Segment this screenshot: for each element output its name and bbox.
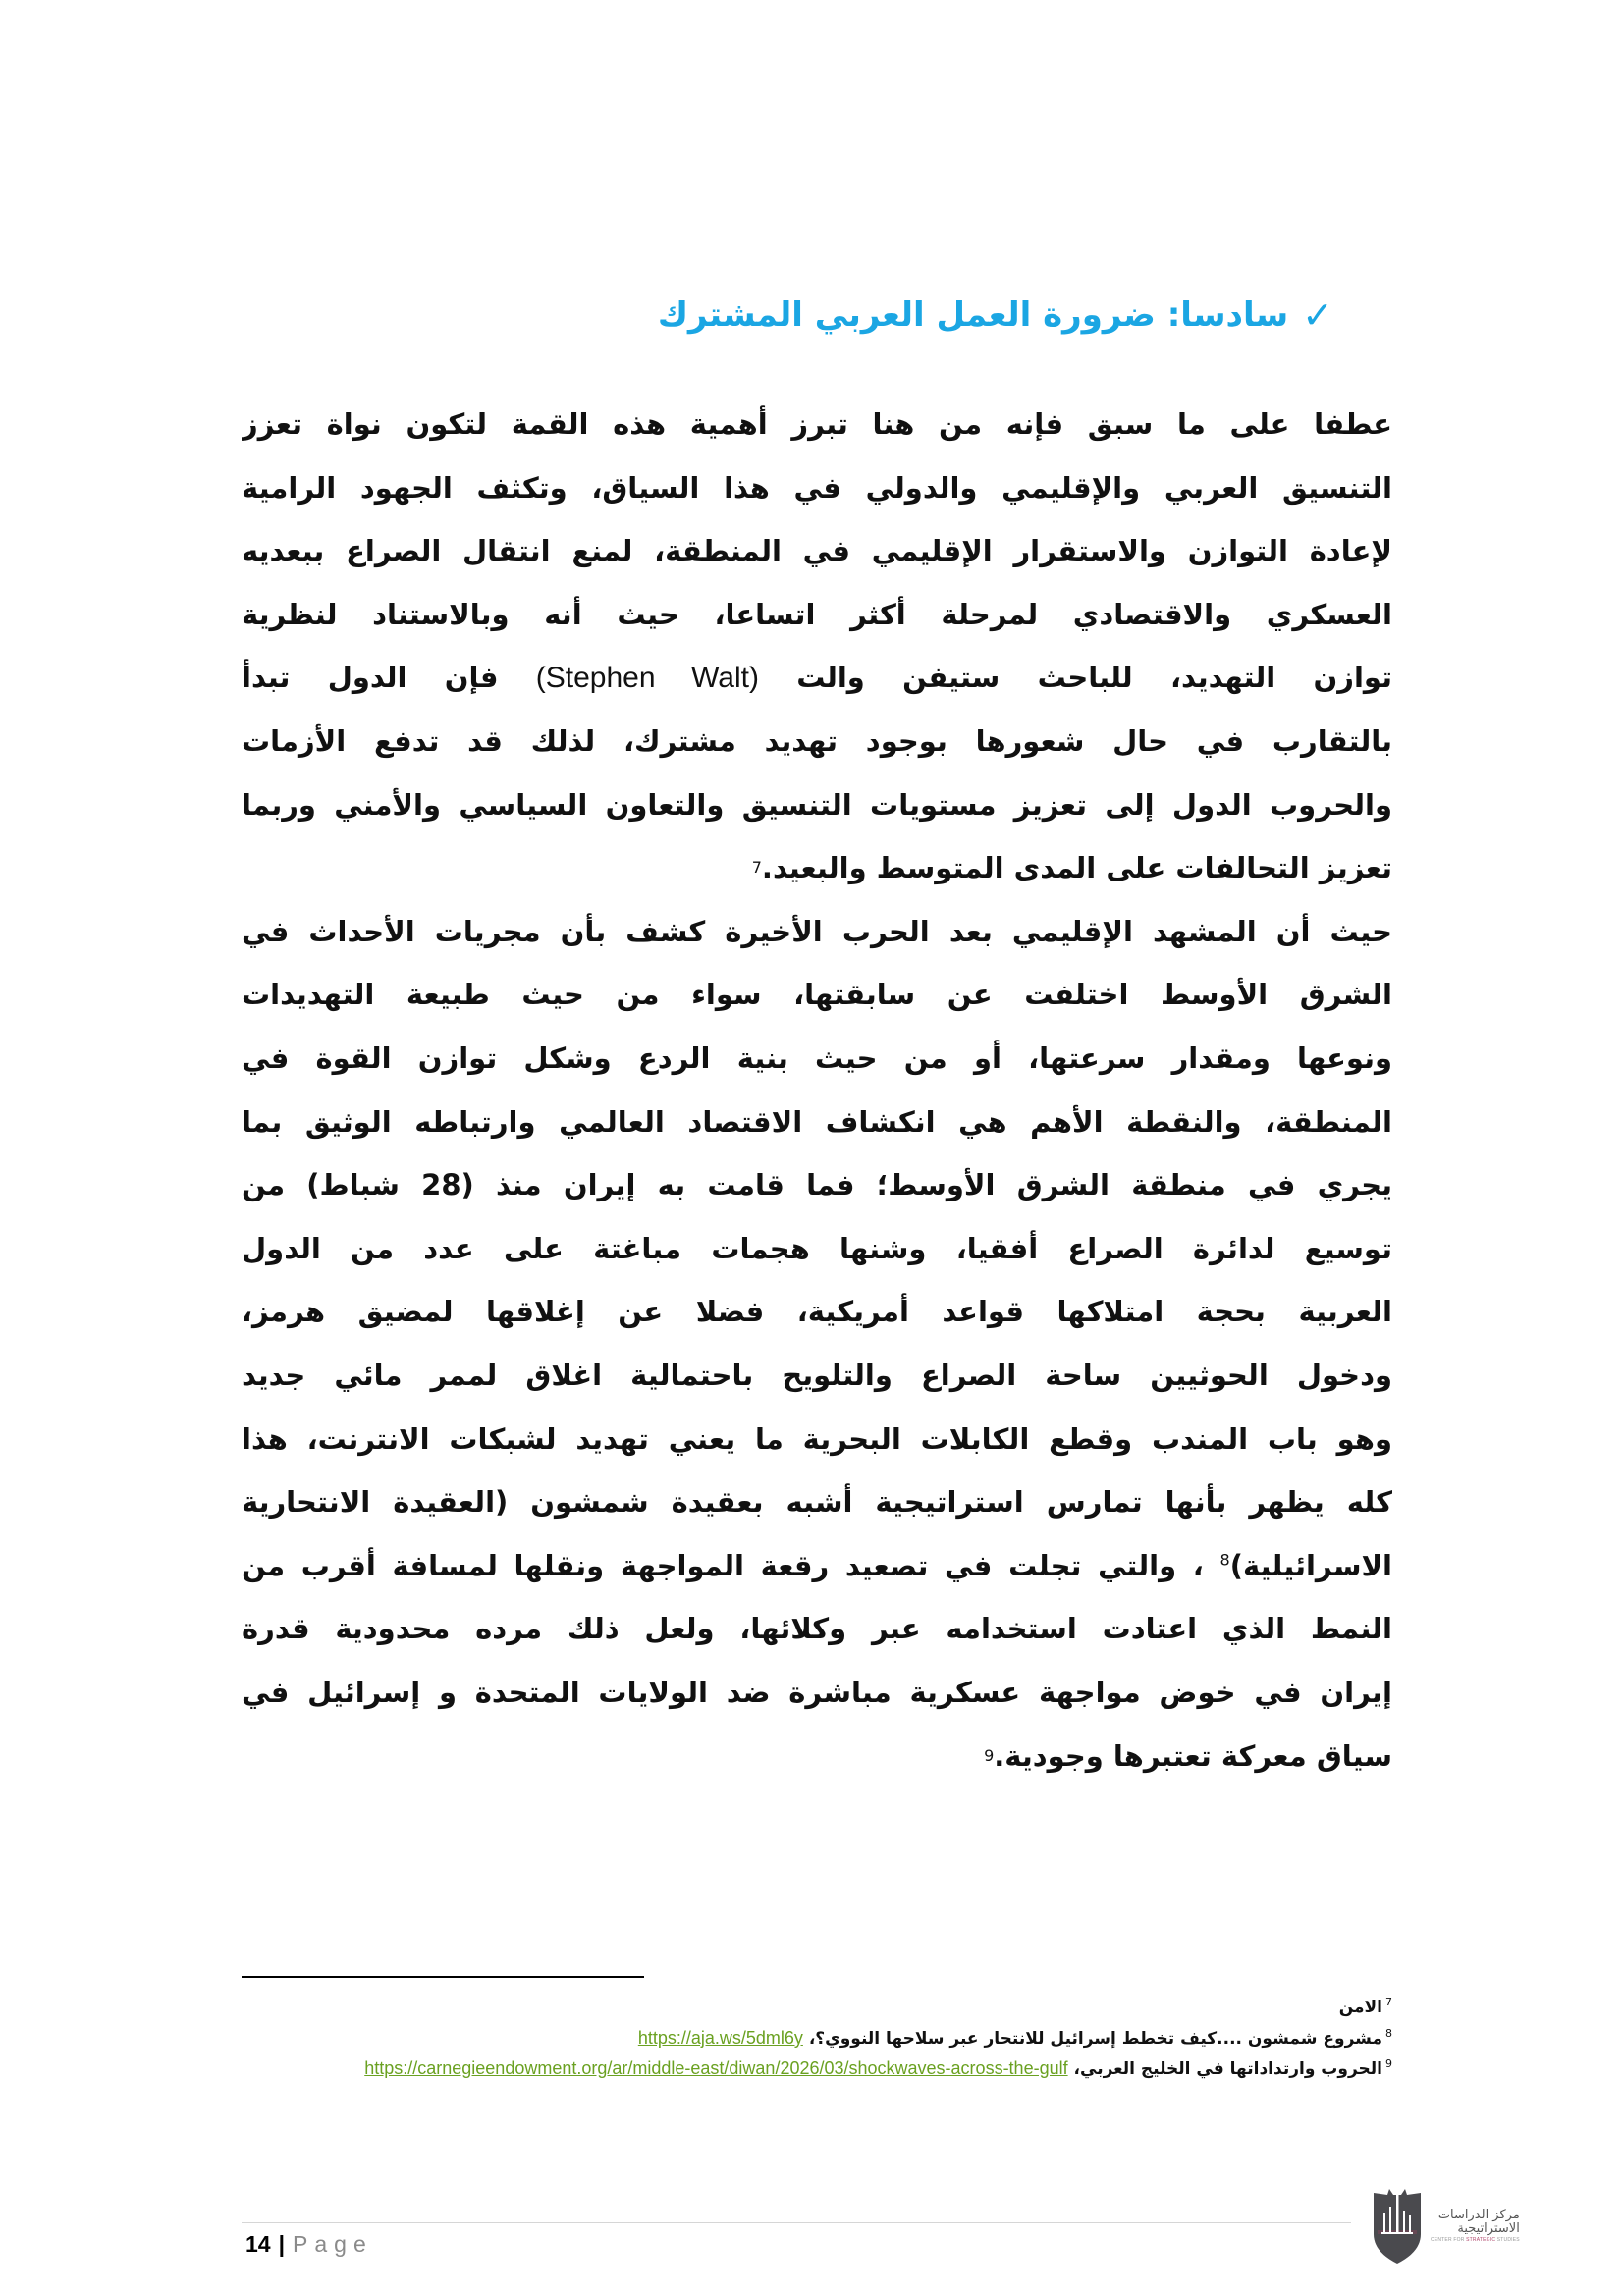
body-line: والحروب الدول إلى تعزيز مستويات التنسيق والتعاون السياسي والأمني وربما <box>242 787 1392 822</box>
footnote-link[interactable]: https://carnegieendowment.org/ar/middle-east/diwan/2026/03/shockwaves-across-the-gulf <box>364 2058 1068 2078</box>
organization-logo <box>1370 2187 1527 2266</box>
page-number <box>245 2231 373 2258</box>
footnote-number: 8 <box>1385 2027 1392 2041</box>
body-line: العسكري والاقتصادي لمرحلة أكثر اتساعا، حيث أنه وبالاستناد لنظرية <box>242 597 1392 631</box>
footer-separator <box>242 2222 1351 2223</box>
body-line: توسيع لدائرة الصراع أفقيا، وشنها هجمات مباغتة على عدد من الدول <box>242 1231 1392 1265</box>
checkmark-icon: ✓ <box>1302 294 1333 337</box>
body-text-segment: الاسرائيلية) <box>1229 1548 1392 1582</box>
section-heading <box>657 294 1333 337</box>
footnote-text: الحروب وارتداداتها في الخليج العربي، <box>1073 2059 1382 2079</box>
body-line: حيث أن المشهد الإقليمي بعد الحرب الأخيرة كشف بأن مجريات الأحداث في <box>242 914 1392 948</box>
page-number-value: 14 <box>245 2231 271 2257</box>
footnote-text: الامن <box>1338 1998 1382 2017</box>
body-text-segment: فإن الدول تبدأ <box>242 661 499 695</box>
org-en-suffix: STUDIES <box>1495 2237 1520 2243</box>
page-label: Page <box>293 2231 373 2257</box>
organization-name <box>1431 2209 1520 2244</box>
body-text <box>242 393 1392 1788</box>
body-line: كله يظهر بأنها تمارس استراتيجية أشبه بعقيدة شمشون (العقيدة الانتحارية <box>242 1485 1392 1520</box>
body-line: الشرق الأوسط اختلفت عن سابقتها، سواء من حيث طبيعة التهديدات <box>242 978 1392 1012</box>
organization-name-line1: مركز الدراسات <box>1437 2208 1520 2222</box>
body-line: لإعادة التوازن والاستقرار الإقليمي في المنطقة، لمنع انتقال الصراع ببعديه <box>242 534 1392 568</box>
footnote-ref-8[interactable]: 8 <box>1219 1550 1230 1570</box>
body-line: عطفا على ما سبق فإنه من هنا تبرز أهمية هذه القمة لتكون نواة تعزز <box>242 407 1392 441</box>
body-line: العربية بحجة امتلاكها قواعد أمريكية، فضلا عن إغلاقها لمضيق هرمز، <box>242 1295 1392 1329</box>
body-text-segment: ، والتي تجلت في تصعيد رقعة المواجهة ونقلها لمسافة أقرب من <box>242 1548 1204 1582</box>
body-line: ونوعها ومقدار سرعتها، أو من حيث بنية الردع وشكل توازن القوة في <box>242 1041 1392 1075</box>
body-text-segment: سياق معركة تعتبرها وجودية. <box>994 1738 1392 1773</box>
body-line-paragraph-end: تعزيز التحالفات على المدى المتوسط والبعيد. 7 <box>751 851 1392 885</box>
body-line-paragraph-end: سياق معركة تعتبرها وجودية. 9 <box>984 1738 1392 1773</box>
body-line: النمط الذي اعتادت استخدامه عبر وكلائها، ولعل ذلك مرده محدودية قدرة <box>242 1612 1392 1646</box>
body-text-segment: تعزيز التحالفات على المدى المتوسط والبعيد. <box>761 851 1392 885</box>
org-en-accent: STRATEGIC <box>1466 2237 1496 2243</box>
body-line: إيران في خوض مواجهة عسكرية مباشرة ضد الولايات المتحدة و إسرائيل في <box>242 1675 1392 1709</box>
body-line: وهو باب المندب وقطع الكابلات البحرية ما يعني تهديد لشبكات الانترنت، هذا <box>242 1421 1392 1456</box>
body-line: ودخول الحوثيين ساحة الصراع والتلويح باحتمالية اغلاق لممر مائي جديد <box>242 1358 1392 1392</box>
body-line: التنسيق العربي والإقليمي والدولي في هذا السياق، وتكثف الجهود الرامية <box>242 470 1392 505</box>
body-line: بالتقارب في حال شعورها بوجود تهديد مشترك، لذلك قد تدفع الأزمات <box>242 723 1392 758</box>
body-text-segment: توازن التهديد، للباحث ستيفن والت <box>796 661 1392 695</box>
footnote-8 <box>234 2023 1392 2054</box>
section-heading-text: سادسا: ضرورة العمل العربي المشترك <box>657 295 1289 335</box>
footnotes <box>234 1993 1392 2084</box>
footnote-9 <box>234 2054 1392 2084</box>
author-name-latin: (Stephen Walt) <box>535 662 759 695</box>
body-line-stephen-walt <box>242 646 1392 710</box>
organization-name-english <box>1431 2236 1520 2244</box>
org-en-prefix: CENTER FOR <box>1431 2237 1467 2243</box>
shield-logo-icon <box>1370 2187 1425 2266</box>
footnote-link[interactable]: https://aja.ws/5dml6y <box>637 2028 803 2048</box>
body-line: المنطقة، والنقطة الأهم هي انكشاف الاقتصاد العالمي وارتباطه الوثيق بما <box>242 1104 1392 1139</box>
footnote-text: مشروع شمشون ....كيف تخطط إسرائيل للانتحار عبر سلاحها النووي؟، <box>808 2029 1382 2049</box>
footnote-separator <box>242 1976 644 1978</box>
page-number-separator: | <box>278 2231 286 2257</box>
body-line: يجري في منطقة الشرق الأوسط؛ فما قامت به إيران منذ (28 شباط) من <box>242 1168 1392 1202</box>
footnote-7 <box>234 1993 1392 2023</box>
body-line-with-ref-8 <box>242 1534 1392 1598</box>
footnote-number: 7 <box>1385 1996 1392 2009</box>
footnote-number: 9 <box>1385 2057 1392 2071</box>
organization-name-line2: الاستراتيجية <box>1457 2221 1520 2236</box>
